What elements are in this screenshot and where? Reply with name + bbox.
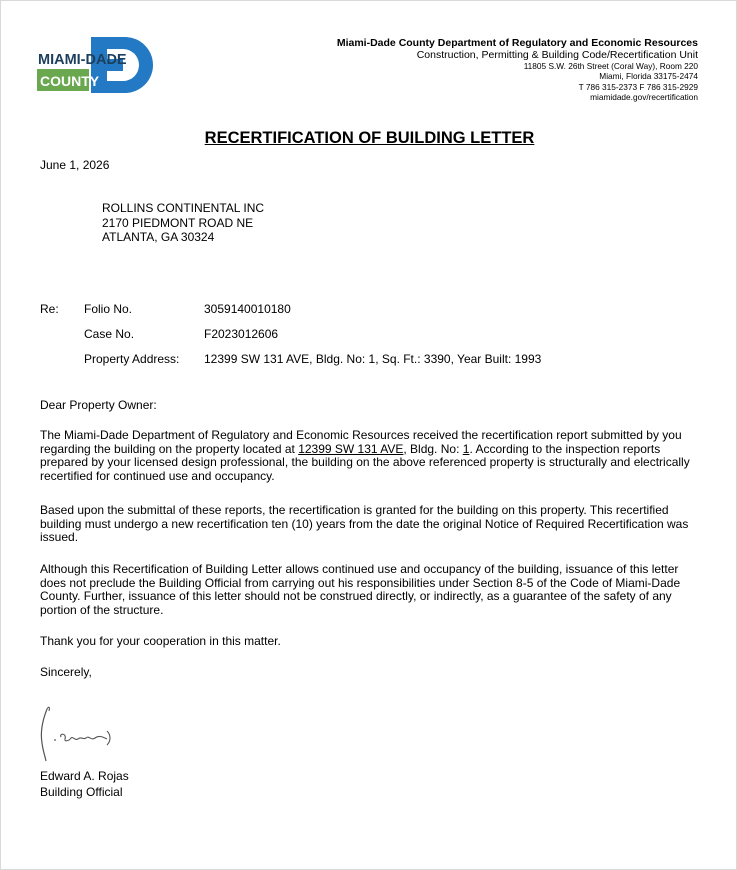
signature-image <box>37 701 117 763</box>
paragraph-1-bldg: 1 <box>462 441 470 456</box>
recipient-street: 2170 PIEDMONT ROAD NE <box>102 215 254 230</box>
re-row-folio <box>1 302 737 318</box>
unit-name: Construction, Permitting & Building Code/Recertification Unit <box>416 49 698 62</box>
re-row-address <box>1 352 737 368</box>
signer-title: Building Official <box>40 785 123 799</box>
recipient-name: ROLLINS CONTINENTAL INC <box>102 201 265 215</box>
phone-fax: T 786 315-2373 F 786 315-2929 <box>578 81 698 92</box>
paragraph-1-address: 12399 SW 131 AVE <box>298 441 404 456</box>
case-value: F2023012606 <box>204 327 279 341</box>
folio-value: 3059140010180 <box>204 302 291 316</box>
paragraph-3: Although this Recertification of Building Letter allows continued use and occupancy of the building, issuance of this letter does not preclude the Building Official from carrying out his responsibilities under Section 8-5 of the Code of Miami-Dade County. Further, issuance of this letter should not be construed directly, or indirectly, as a guarantee of the safety of any portion of the structure. <box>40 562 681 617</box>
paragraph-1-text-a: The Miami-Dade Department of Regulatory and Economic Resources received the recertification report submitted by you regarding the building on the property located at <box>40 428 682 456</box>
paragraph-2: Based upon the submittal of these reports, the recertification is granted for the building on this property. This recertified building must undergo a new recertification ten (10) years from the date the original Notice of Required Recertification was issued. <box>40 503 689 545</box>
paragraph-4: Thank you for your cooperation in this matter. <box>40 634 281 648</box>
miami-dade-county-logo <box>37 37 155 93</box>
website: miamidade.gov/recertification <box>590 92 698 103</box>
closing: Sincerely, <box>40 665 92 679</box>
re-row-case <box>1 327 737 343</box>
street-address: 11805 S.W. 26th Street (Coral Way), Room 220 <box>523 61 698 72</box>
signature-icon <box>37 701 117 763</box>
department-name: Miami-Dade County Department of Regulatory and Economic Resources <box>336 37 698 49</box>
case-label: Case No. <box>84 327 135 341</box>
recipient-city: ATLANTA, GA 30324 <box>102 230 215 244</box>
folio-label: Folio No. <box>84 302 133 316</box>
logo-graphic <box>37 37 155 93</box>
signer-block <box>40 768 129 800</box>
re-label: Re: <box>40 302 59 316</box>
city-state-zip: Miami, Florida 33175-2474 <box>599 71 698 82</box>
paragraph-1-text-b: , Bldg. No: <box>403 441 463 456</box>
letter-date: June 1, 2026 <box>40 158 110 172</box>
salutation: Dear Property Owner: <box>40 398 157 412</box>
property-address-label: Property Address: <box>84 352 180 366</box>
recipient-address <box>102 201 264 245</box>
logo-text-county: COUNTY <box>40 73 100 89</box>
signer-name: Edward A. Rojas <box>40 769 129 783</box>
paragraph-1-text-c: . According to the inspection reports prepared by your licensed design professional, the building on the above referenced property is structurally and electrically recertified for continued use and occupancy. <box>40 441 690 483</box>
letter-title: RECERTIFICATION OF BUILDING LETTER <box>204 129 535 147</box>
paragraph-1 <box>40 429 700 483</box>
logo-text-miami-dade: MIAMI-DADE <box>38 52 127 68</box>
property-address-value: 12399 SW 131 AVE, Bldg. No: 1, Sq. Ft.: 3390, Year Built: 1993 <box>204 352 542 366</box>
department-header <box>337 37 698 103</box>
